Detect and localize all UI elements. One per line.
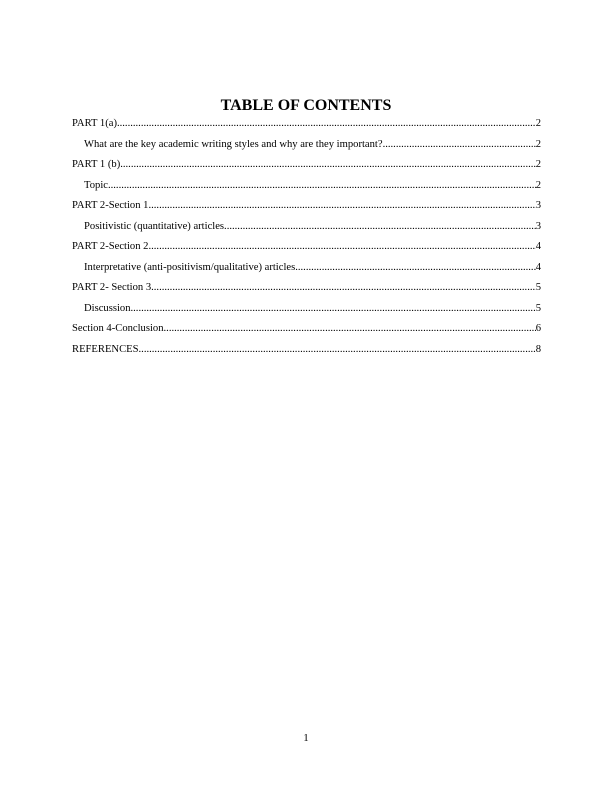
toc-entry-part-2-section-3[interactable] bbox=[72, 281, 541, 302]
toc-entry-part-1a[interactable] bbox=[72, 117, 541, 138]
toc-entry-page: 8 bbox=[535, 343, 541, 355]
toc-entry-part-2-section-1[interactable] bbox=[72, 199, 541, 220]
page-number: 1 bbox=[303, 732, 309, 744]
toc-entry-page: 3 bbox=[535, 220, 541, 232]
toc-entry-positivistic-articles[interactable] bbox=[72, 220, 541, 241]
toc-entry-page: 2 bbox=[535, 179, 541, 191]
toc-title: TABLE OF CONTENTS bbox=[220, 97, 392, 114]
toc-entry-label: Section 4-Conclusion bbox=[72, 323, 164, 334]
toc-entry-label: PART 1(a) bbox=[72, 118, 117, 129]
toc-dot-leader bbox=[148, 240, 535, 254]
toc-entry-interpretative-articles[interactable] bbox=[72, 261, 541, 282]
toc-entry-section-4-conclusion[interactable] bbox=[72, 322, 541, 343]
toc-list bbox=[72, 117, 541, 363]
toc-entry-label: PART 1 (b) bbox=[72, 159, 121, 170]
toc-entry-label: Interpretative (anti-positivism/qualitative) articles bbox=[84, 261, 296, 273]
toc-dot-leader bbox=[139, 343, 536, 357]
toc-entry-page: 5 bbox=[535, 282, 541, 293]
toc-entry-topic[interactable] bbox=[72, 179, 541, 200]
toc-entry-page: 2 bbox=[535, 159, 541, 170]
toc-entry-label: Positivistic (quantitative) articles bbox=[84, 220, 225, 232]
toc-entry-page: 2 bbox=[535, 118, 541, 129]
toc-dot-leader bbox=[164, 322, 536, 336]
toc-dot-leader bbox=[108, 179, 536, 193]
toc-entry-page: 3 bbox=[535, 200, 541, 211]
toc-entry-discussion[interactable] bbox=[72, 302, 541, 323]
toc-entry-page: 2 bbox=[535, 138, 541, 150]
toc-dot-leader bbox=[295, 261, 535, 275]
toc-entry-label: Topic bbox=[84, 179, 108, 191]
toc-entry-page: 5 bbox=[535, 302, 541, 314]
toc-entry-label: Discussion bbox=[84, 302, 131, 314]
toc-entry-page: 4 bbox=[535, 241, 541, 252]
toc-entry-part-1b[interactable] bbox=[72, 158, 541, 179]
toc-dot-leader bbox=[131, 302, 536, 316]
toc-entry-page: 4 bbox=[535, 261, 541, 273]
toc-dot-leader bbox=[383, 138, 536, 152]
toc-entry-label: PART 2-Section 1 bbox=[72, 200, 149, 211]
toc-entry-label: PART 2- Section 3 bbox=[72, 282, 152, 293]
toc-entry-label: PART 2-Section 2 bbox=[72, 241, 149, 252]
toc-dot-leader bbox=[120, 158, 535, 172]
toc-dot-leader bbox=[117, 117, 536, 131]
toc-dot-leader bbox=[151, 281, 536, 295]
toc-entry-label: REFERENCES bbox=[72, 343, 139, 355]
toc-entry-part-2-section-2[interactable] bbox=[72, 240, 541, 261]
toc-entry-academic-writing-styles[interactable] bbox=[72, 138, 541, 159]
toc-entry-references[interactable] bbox=[72, 343, 541, 364]
toc-entry-label: What are the key academic writing styles and why are they important? bbox=[84, 138, 383, 150]
toc-entry-page: 6 bbox=[535, 323, 541, 334]
toc-dot-leader bbox=[224, 220, 536, 234]
toc-dot-leader bbox=[148, 199, 535, 213]
